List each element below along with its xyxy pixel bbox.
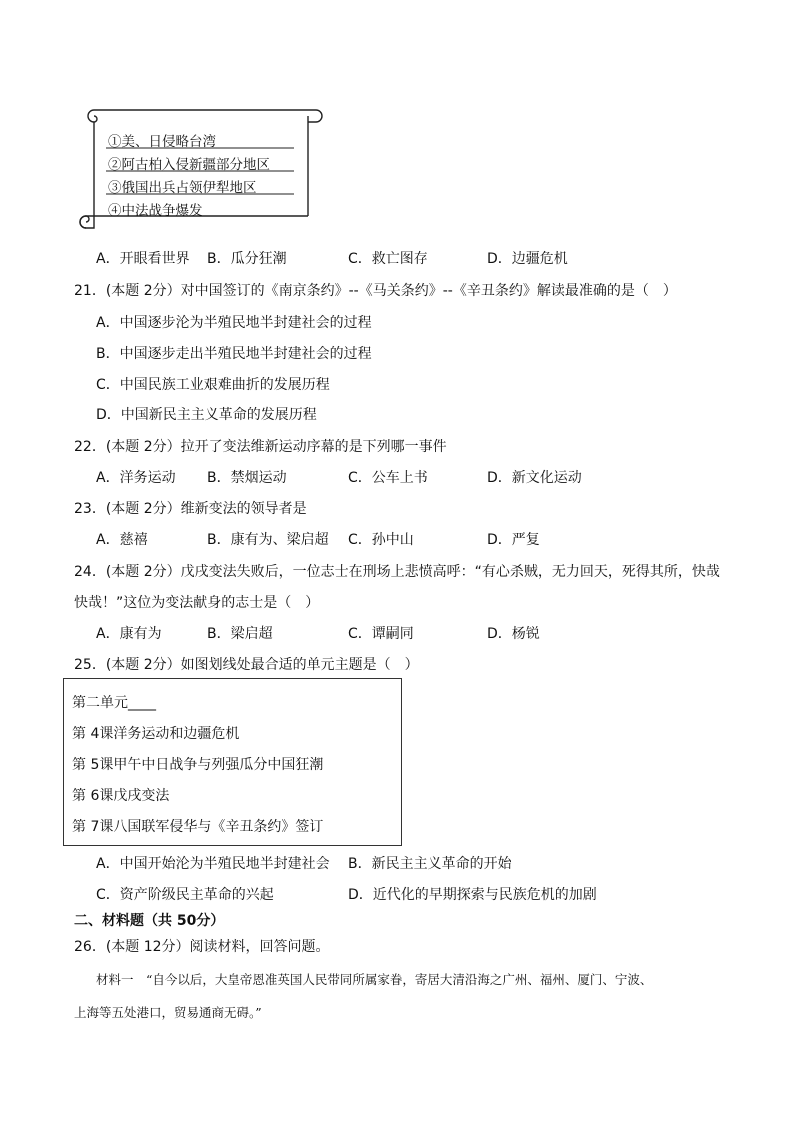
unit-lesson: 第 7课八国联军侵华与《辛丑条约》签订 [72,819,324,835]
unit-title: 第二单元____ [72,695,156,711]
scroll-item: ①美、日侵略台湾 [108,134,216,150]
q21-option-a: A．中国逐步沦为半殖民地半封建社会的过程 [96,315,372,331]
q24-stem-line1: 24．(本题 2分）戊戌变法失败后，一位志士在刑场上悲愤高呼：“有心杀贼，无力回天，死得其所，快哉 [74,564,720,580]
q23-option-d: D．严复 [487,532,540,548]
q22-option-c: C．公车上书 [348,470,428,486]
scroll-item: ④中法战争爆发 [108,203,203,219]
q26-stem: 26．(本题 12分）阅读材料，回答问题。 [74,939,330,955]
q21-option-b: B．中国逐步走出半殖民地半封建社会的过程 [96,346,372,362]
q24-option-d: D．杨锐 [487,626,540,642]
unit-lesson: 第 5课甲午中日战争与列强瓜分中国狂潮 [72,757,324,773]
q23-stem: 23．(本题 2分）维新变法的领导者是 [74,501,307,517]
q25-option-d: D．近代化的早期探索与民族危机的加剧 [348,887,597,903]
q21-option-c: C．中国民族工业艰难曲折的发展历程 [96,377,330,393]
unit-lesson: 第 4课洋务运动和边疆危机 [72,726,240,742]
q25-option-c: C．资产阶级民主革命的兴起 [96,887,274,903]
unit-outline-box [63,678,402,846]
material-one-line1: 材料一 “自今以后，大皇帝恩准英国人民带同所属家眷，寄居大清沿海之广州、福州、厦门、宁波、 [96,972,653,987]
scroll-illustration [76,104,326,232]
q22-stem: 22．(本题 2分）拉开了变法维新运动序幕的是下列哪一事件 [74,439,447,455]
q20-option-d: D．边疆危机 [487,251,568,267]
q20-option-b: B．瓜分狂潮 [207,251,287,267]
q21-option-d: D．中国新民主主义革命的发展历程 [96,407,317,423]
section-heading: 二、材料题（共 50分） [74,913,225,929]
q23-option-c: C．孙中山 [348,532,414,548]
scroll-item: ③俄国出兵占领伊犁地区 [108,180,257,196]
scroll-item: ②阿古柏入侵新疆部分地区 [108,157,270,173]
q21-stem: 21．(本题 2分）对中国签订的《南京条约》--《马关条约》--《辛丑条约》解读最准确的是（ ） [74,283,677,299]
unit-lesson: 第 6课戊戌变法 [72,788,170,804]
q22-option-b: B．禁烟运动 [207,470,287,486]
q20-option-a: A．开眼看世界 [96,251,190,267]
q25-option-a: A．中国开始沦为半殖民地半封建社会 [96,856,330,872]
q25-option-b: B．新民主主义革命的开始 [348,856,512,872]
q23-option-b: B．康有为、梁启超 [207,532,329,548]
q20-option-c: C．救亡图存 [348,251,428,267]
q24-option-b: B．梁启超 [207,626,273,642]
q25-stem: 25．(本题 2分）如图划线处最合适的单元主题是（ ） [74,657,419,673]
material-one-line2: 上海等五处港口，贸易通商无碍。” [74,1005,262,1020]
q22-option-a: A．洋务运动 [96,470,176,486]
q24-option-c: C．谭嗣同 [348,626,414,642]
q24-option-a: A．康有为 [96,626,162,642]
q22-option-d: D．新文化运动 [487,470,582,486]
q24-stem-line2: 快哉！”这位为变法献身的志士是（ ） [74,595,320,611]
q23-option-a: A．慈禧 [96,532,148,548]
